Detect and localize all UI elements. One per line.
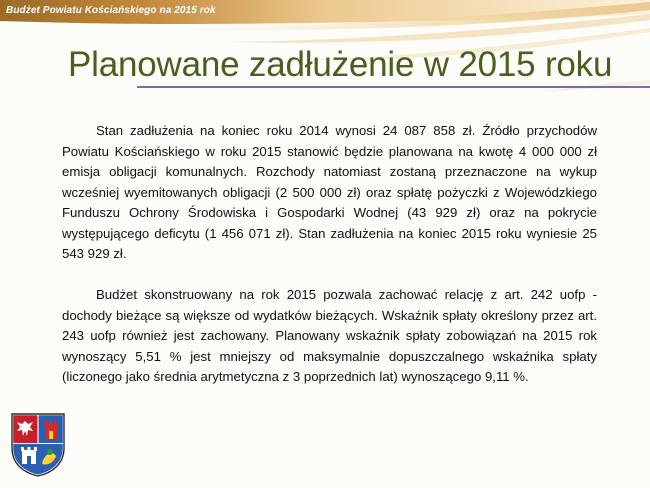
presentation-header-title: Budżet Powiatu Kościańskiego na 2015 rok [6,5,216,16]
coat-of-arms-icon [8,410,68,478]
title-underline [137,86,650,88]
slide-title: Planowane zadłużenie w 2015 roku [68,45,613,84]
slide-body [62,121,597,388]
paragraph-debt-status: Stan zadłużenia na koniec roku 2014 wynosi 24 087 858 zł. Źródło przychodów Powiatu Kościańskiego w roku 2015 stanowić będzie planowana na kwotę 4 000 000 zł emisja obligacji komunalnych. Rozchody natomiast zostaną przeznaczone na wykup wcześniej wyemitowanych obligacji (2 500 000 zł) oraz spłatę pożyczki z Wojewódzkiego Funduszu Ochrony Środowiska i Gospodarki Wodnej (43 929 zł) oraz na pokrycie występującego deficytu (1 456 071 zł). Stan zadłużenia na koniec 2015 roku wyniesie 25 543 929 zł. [62,123,597,261]
paragraph-budget-ratio: Budżet skonstruowany na rok 2015 pozwala zachować relację z art. 242 uofp - dochody bieżące są większe od wydatków bieżących. Wskaźnik spłaty określony przez art. 243 uofp również jest zachowany. Planowany wskaźnik spłaty zobowiązań na 2015 rok wynoszący 5,51 % jest mniejszy od maksymalnie dopuszczalnego wskaźnika spłaty (liczonego jako średnia arytmetyczna z 3 poprzednich lat) wynoszącego 9,11 %. [62,287,597,384]
